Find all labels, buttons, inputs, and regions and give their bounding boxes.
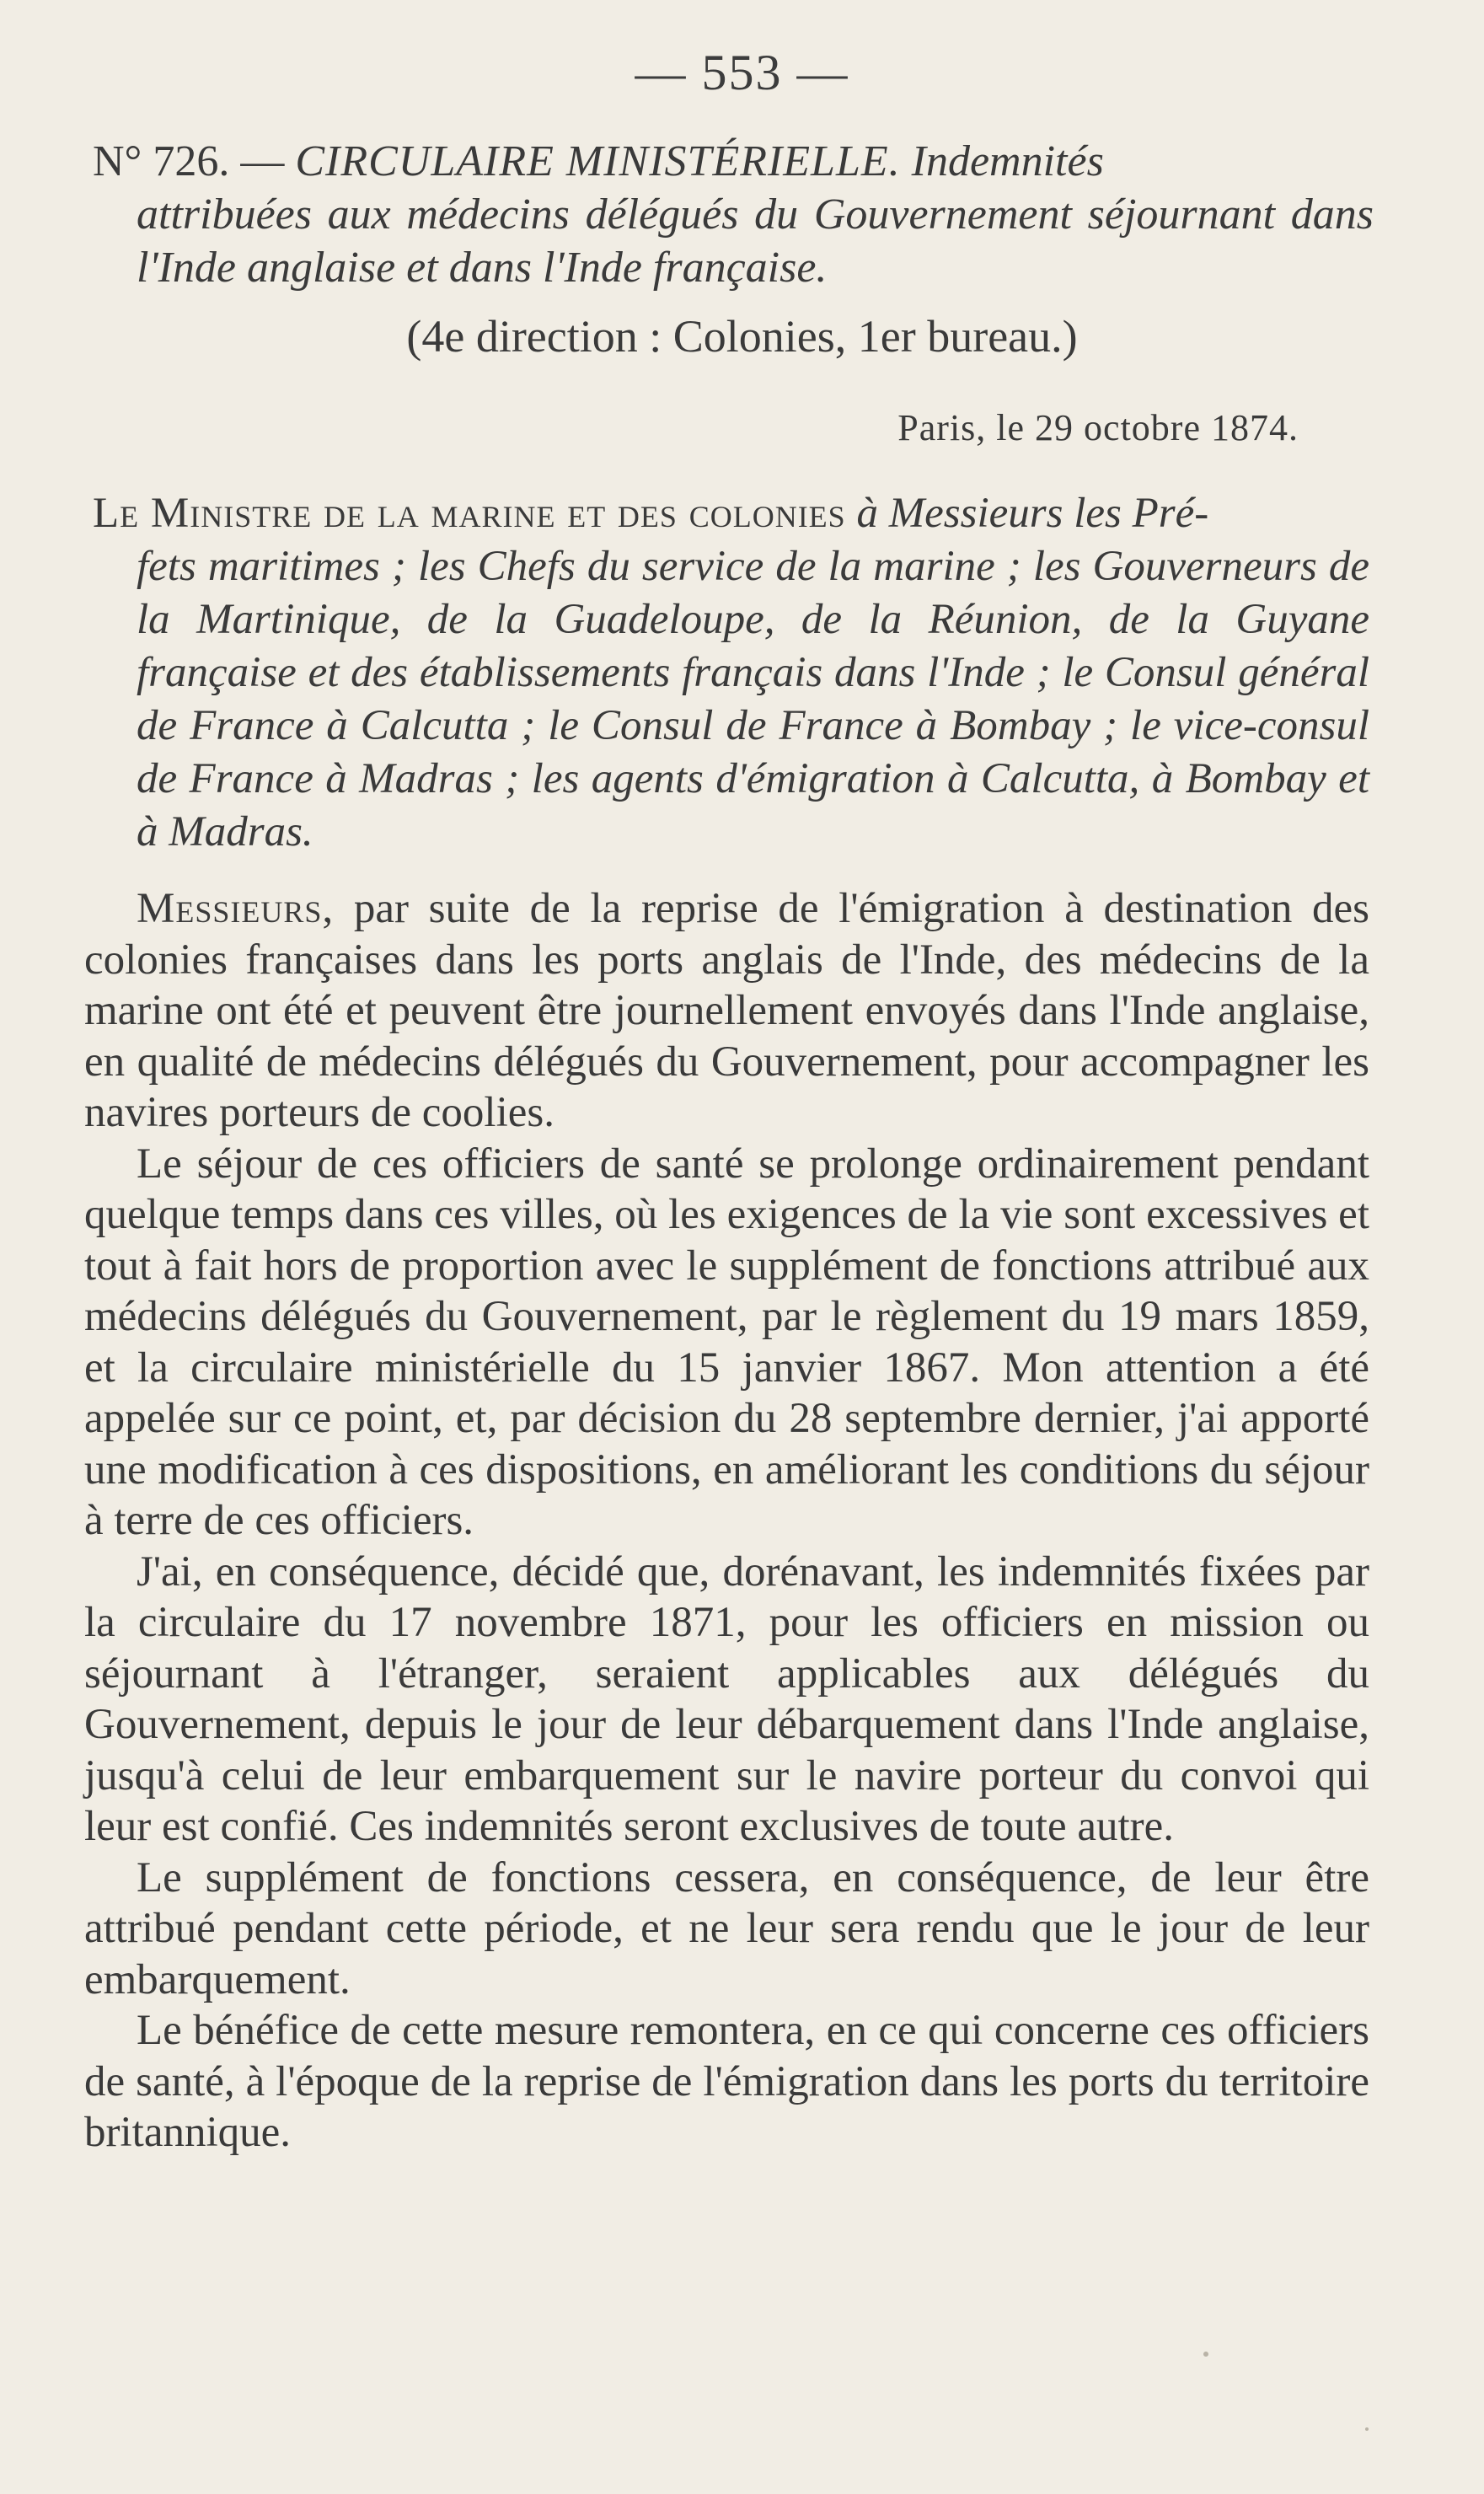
dateline: Paris, le 29 octobre 1874. — [897, 407, 1299, 448]
circular-title — [93, 135, 1374, 294]
circular-number: N° 726. — [93, 137, 230, 185]
paragraph-3: J'ai, en conséquence, décidé que, dorénavant, les indemnités fixées par la circulaire du 17 novembre 1871, pour les officiers en mission ou séjournant à l'étranger, seraient applicables aux délégués du Gouvernement, depuis le jour de leur débarquement dans l'Inde anglaise, jusqu'à celui de leur embarquement sur le navire porteur du convoi qui leur est confié. Ces indemnités seront exclusives de toute autre. — [84, 1547, 1369, 1850]
page-number: — 553 — — [635, 45, 849, 100]
direction-line: (4e direction : Colonies, 1er bureau.) — [406, 311, 1078, 362]
title-dash: — — [240, 137, 285, 185]
circular-description: attribuées aux médecins délégués du Gouvernement séjournant dans l'Inde anglaise et dans l'Inde française. — [137, 190, 1374, 292]
recipients: fets maritimes ; les Chefs du service de la marine ; les Gouverneurs de la Martinique, de la Guadeloupe, de la Réunion, de la Guyane française et des établissements français dans l'Inde ; le Consul général de France à Calcutta ; le Consul de France à Bombay ; le vice-consul de France à Madras ; les agents d'émigration à Calcutta, à Bombay et à Madras. — [137, 543, 1369, 855]
paragraph-5: Le bénéfice de cette mesure remontera, en ce qui concerne ces officiers de santé, à l'époque de la reprise de l'émigration dans les ports du territoire britannique. — [84, 2007, 1369, 2156]
paragraph-4: Le supplément de fonctions cessera, en conséquence, de leur être attribué pendant cette période, et ne leur sera rendu que le jour de leur embarquement. — [84, 1853, 1369, 2003]
letter-body — [84, 883, 1369, 2159]
paragraph-1 — [84, 883, 1369, 1139]
circular-description-start: Indemnités — [911, 137, 1104, 185]
paper-speck — [1203, 2352, 1208, 2357]
paragraph-2: Le séjour de ces officiers de santé se prolonge ordinairement pendant quelque temps dans ces villes, où les exigences de la vie sont excessives et tout à fait hors de proportion avec le supplément de fonctions attribué aux médecins délégués du Gouvernement, par le règlement du 19 mars 1859, et la circulaire ministérielle du 15 janvier 1867. Mon attention a été appelée sur ce point, et, par décision du 28 septembre dernier, j'ai apporté une modification à ces dispositions, en améliorant les conditions du séjour à terre de ces officiers. — [84, 1140, 1369, 1544]
recipients-start: à Messieurs les Pré- — [856, 490, 1209, 537]
sender: Le Ministre de la marine et des colonies — [93, 490, 846, 537]
paper-speck — [1365, 2427, 1369, 2431]
address-block — [93, 487, 1369, 859]
salutation: Messieurs, — [137, 885, 335, 932]
circular-heading: CIRCULAIRE MINISTÉRIELLE. — [295, 137, 901, 185]
paragraph-1-text: par suite de la reprise de l'émigration à destination des colonies françaises dans les ports anglais de l'Inde, des médecins de la marine ont été et peuvent être journellement envoyés dans l'Inde anglaise, en qualité de médecins délégués du Gouvernement, pour accompagner les navires porteurs de coolies. — [84, 885, 1369, 1136]
